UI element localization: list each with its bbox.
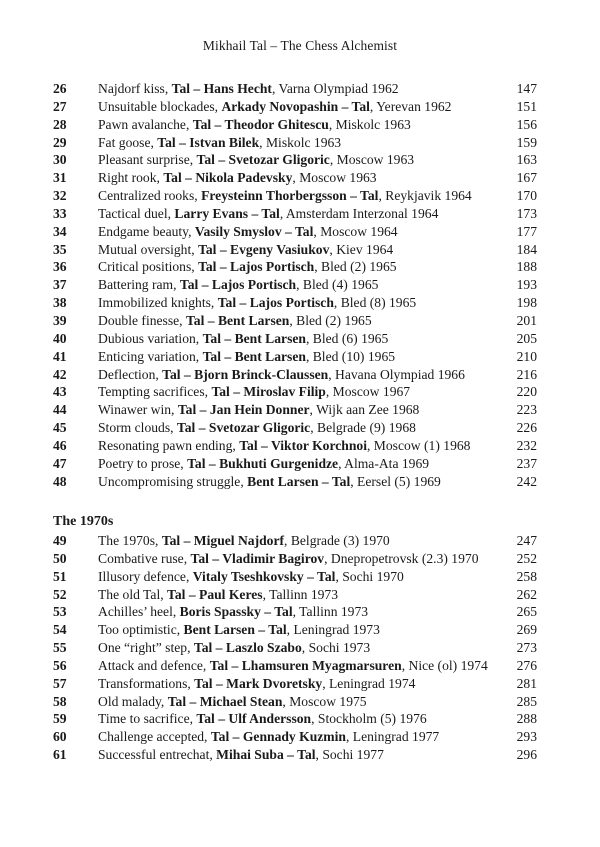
page-number: 198: [516, 295, 537, 311]
game-number: 54: [53, 622, 67, 638]
game-number: 29: [53, 134, 67, 150]
game-title: [98, 223, 398, 241]
page-number: 151: [516, 98, 537, 114]
game-theme: Old malady,: [98, 693, 168, 709]
game-event: , Alma-Ata 1969: [338, 455, 430, 471]
toc-list-1960s: [53, 80, 537, 490]
game-number: 45: [53, 420, 67, 436]
toc-entry: [53, 532, 537, 550]
game-players: Tal – Mark Dvoretsky: [194, 675, 323, 691]
page-number: 201: [516, 312, 537, 328]
page-number: 269: [516, 622, 537, 638]
game-number: 61: [53, 747, 67, 763]
game-event: , Tallinn 1973: [292, 604, 369, 620]
game-event: , Bled (6) 1965: [305, 330, 389, 346]
toc-entry: [53, 151, 537, 169]
page-number: 188: [516, 259, 537, 275]
toc-entry: [53, 639, 537, 657]
game-title: [98, 455, 429, 473]
toc-entry: [53, 383, 537, 401]
game-number: 46: [53, 437, 67, 453]
game-event: , Bled (2) 1965: [314, 259, 397, 275]
game-players: Tal – Bent Larsen: [202, 330, 306, 346]
game-event: , Leningrad 1973: [286, 622, 380, 638]
game-number: 26: [53, 81, 67, 96]
game-players: Tal – Viktor Korchnoi: [239, 437, 367, 453]
game-event: , Eersel (5) 1969: [350, 473, 441, 489]
game-number: 56: [53, 657, 67, 673]
game-title: [98, 366, 465, 384]
game-theme: Centralized rooks,: [98, 188, 202, 204]
game-title: [98, 134, 341, 152]
game-title: [98, 276, 378, 294]
game-players: Tal – Lajos Portisch: [198, 259, 315, 275]
page-number: 147: [516, 81, 537, 96]
toc-entry: [53, 80, 537, 98]
game-theme: Mutual oversight,: [98, 241, 199, 257]
game-players: Tal – Jan Hein Donner: [177, 402, 310, 418]
game-number: 49: [53, 533, 67, 548]
game-title: [98, 639, 370, 657]
page-number: 167: [516, 170, 537, 186]
page-number: 177: [516, 223, 537, 239]
game-players: Tal – Evgeny Vasiukov: [198, 241, 330, 257]
game-theme: Endgame beauty,: [98, 223, 195, 239]
toc-entry: [53, 134, 537, 152]
game-players: Tal – Paul Keres: [167, 586, 263, 602]
game-players: Tal – Lajos Portisch: [217, 295, 334, 311]
game-theme: Enticing variation,: [98, 348, 203, 364]
game-event: , Belgrade (3) 1970: [284, 533, 390, 548]
page-number: 226: [516, 420, 537, 436]
game-players: Bent Larsen – Tal: [247, 473, 351, 489]
game-players: Tal – Bent Larsen: [202, 348, 306, 364]
page-number: 288: [516, 711, 537, 727]
game-event: , Stockholm (5) 1976: [311, 711, 427, 727]
game-event: , Dnepropetrovsk (2.3) 1970: [324, 550, 479, 566]
game-event: , Moscow (1) 1968: [367, 437, 471, 453]
game-players: Tal – Laszlo Szabo: [193, 640, 302, 656]
toc-entry: [53, 98, 537, 116]
game-players: Tal – Vladimir Bagirov: [190, 550, 325, 566]
game-number: 27: [53, 98, 67, 114]
game-title: [98, 205, 438, 223]
game-players: Mihai Suba – Tal: [216, 747, 316, 763]
game-number: 31: [53, 170, 67, 186]
game-title: [98, 746, 384, 764]
game-title: [98, 98, 451, 116]
game-number: 42: [53, 366, 67, 382]
toc-entry: [53, 241, 537, 259]
toc-entry: [53, 348, 537, 366]
toc-entry: [53, 746, 537, 764]
game-title: [98, 710, 427, 728]
game-number: 40: [53, 330, 67, 346]
page-number: 232: [516, 437, 537, 453]
game-title: [98, 473, 441, 491]
toc-entry: [53, 437, 537, 455]
game-title: [98, 151, 414, 169]
toc-entry: [53, 568, 537, 586]
game-players: Boris Spassky – Tal: [179, 604, 293, 620]
page-number: 262: [516, 586, 537, 602]
toc-entry: [53, 205, 537, 223]
page-number: 293: [516, 729, 537, 745]
game-theme: Attack and defence,: [98, 657, 210, 673]
game-event: , Miskolc 1963: [328, 116, 411, 132]
game-event: , Havana Olympiad 1966: [328, 366, 465, 382]
game-theme: Deflection,: [98, 366, 163, 382]
game-number: 37: [53, 277, 67, 293]
game-title: [98, 348, 395, 366]
game-event: , Reykjavik 1964: [378, 188, 472, 204]
toc-entry: [53, 419, 537, 437]
game-event: , Bled (2) 1965: [289, 312, 372, 328]
game-title: [98, 728, 439, 746]
game-number: 53: [53, 604, 67, 620]
toc-entry: [53, 675, 537, 693]
game-players: Tal – Istvan Bilek: [157, 134, 260, 150]
game-theme: Right rook,: [98, 170, 164, 186]
game-title: [98, 532, 390, 550]
game-number: 39: [53, 312, 67, 328]
game-event: , Leningrad 1974: [322, 675, 416, 691]
page-number: 210: [516, 348, 537, 364]
game-players: Tal – Bjorn Brinck-Claussen: [162, 366, 329, 382]
game-number: 59: [53, 711, 67, 727]
game-event: , Wijk aan Zee 1968: [309, 402, 420, 418]
game-title: [98, 258, 397, 276]
game-theme: Dubious variation,: [98, 330, 203, 346]
game-title: [98, 187, 472, 205]
game-players: Tal – Lhamsuren Myagmarsuren: [209, 657, 402, 673]
game-event: , Bled (10) 1965: [305, 348, 396, 364]
toc-entry: [53, 366, 537, 384]
game-number: 52: [53, 586, 67, 602]
toc-entry: [53, 550, 537, 568]
page-number: 173: [516, 205, 537, 221]
game-players: Larry Evans – Tal: [174, 205, 280, 221]
game-event: , Nice (ol) 1974: [401, 657, 488, 673]
game-players: Vitaly Tseshkovsky – Tal: [192, 568, 336, 584]
toc-entry: [53, 258, 537, 276]
game-number: 30: [53, 152, 67, 168]
page-number: 223: [516, 402, 537, 418]
page-number: 265: [516, 604, 537, 620]
game-players: Tal – Bukhuti Gurgenidze: [187, 455, 339, 471]
page-number: 163: [516, 152, 537, 168]
page-number: 216: [516, 366, 537, 382]
game-number: 48: [53, 473, 67, 489]
game-event: , Moscow 1964: [313, 223, 398, 239]
page-number: 285: [516, 693, 537, 709]
game-number: 50: [53, 550, 67, 566]
game-title: [98, 693, 367, 711]
game-number: 55: [53, 640, 67, 656]
game-event: , Yerevan 1962: [369, 98, 452, 114]
game-theme: Uncompromising struggle,: [98, 473, 248, 489]
running-head: Mikhail Tal – The Chess Alchemist: [202, 38, 398, 53]
game-players: Tal – Svetozar Gligoric: [176, 420, 311, 436]
toc-entry: [53, 187, 537, 205]
game-title: [98, 401, 419, 419]
page-number: 220: [516, 384, 537, 400]
game-number: 34: [53, 223, 67, 239]
game-players: Tal – Ulf Andersson: [196, 711, 312, 727]
toc-entry: [53, 276, 537, 294]
game-title: [98, 603, 368, 621]
toc-entry: [53, 312, 537, 330]
toc-entry: [53, 710, 537, 728]
game-theme: Illusory defence,: [98, 568, 193, 584]
page-number: 296: [516, 747, 537, 763]
toc-entry: [53, 621, 537, 639]
toc-entry: [53, 455, 537, 473]
game-theme: Tempting sacrifices,: [98, 384, 212, 400]
game-event: , Varna Olympiad 1962: [271, 81, 399, 96]
game-event: , Sochi 1973: [301, 640, 371, 656]
page-number: 273: [516, 640, 537, 656]
game-title: [98, 383, 410, 401]
game-number: 60: [53, 729, 67, 745]
page-number: 237: [516, 455, 537, 471]
game-players: Freysteinn Thorbergsson – Tal: [201, 188, 379, 204]
game-title: [98, 419, 416, 437]
game-title: [98, 621, 380, 639]
page-number: 170: [516, 188, 537, 204]
page-number: 242: [516, 473, 537, 489]
game-players: Tal – Lajos Portisch: [179, 277, 297, 293]
game-players: Tal – Nikola Padevsky: [163, 170, 293, 186]
game-event: , Amsterdam Interzonal 1964: [279, 205, 439, 221]
game-players: Tal – Miguel Najdorf: [161, 533, 285, 548]
game-event: , Bled (4) 1965: [296, 277, 379, 293]
toc-entry: [53, 223, 537, 241]
game-theme: The 1970s,: [98, 533, 162, 548]
game-theme: Critical positions,: [98, 259, 199, 275]
game-theme: Too optimistic,: [98, 622, 184, 638]
game-number: 32: [53, 188, 67, 204]
game-number: 28: [53, 116, 67, 132]
section-heading: The 1970s: [53, 514, 114, 529]
game-theme: Achilles’ heel,: [98, 604, 180, 620]
game-players: Arkady Novopashin – Tal: [221, 98, 370, 114]
game-event: , Tallinn 1973: [262, 586, 339, 602]
game-title: [98, 241, 393, 259]
game-players: Tal – Theodor Ghitescu: [192, 116, 329, 132]
game-event: , Sochi 1970: [335, 568, 404, 584]
game-theme: Time to sacrifice,: [98, 711, 197, 727]
toc-entry: [53, 603, 537, 621]
game-number: 38: [53, 295, 67, 311]
page-number: 252: [516, 550, 537, 566]
page-number: 247: [516, 533, 537, 548]
toc-list-1970s: [53, 532, 537, 764]
game-event: , Moscow 1963: [329, 152, 415, 168]
game-event: , Belgrade (9) 1968: [310, 420, 416, 436]
toc-entry: [53, 401, 537, 419]
game-players: Tal – Gennady Kuzmin: [210, 729, 346, 745]
game-title: [98, 330, 388, 348]
toc-entry: [53, 294, 537, 312]
game-theme: Transformations,: [98, 675, 195, 691]
toc-entry: [53, 586, 537, 604]
game-theme: Battering ram,: [98, 277, 180, 293]
game-theme: Resonating pawn ending,: [98, 437, 240, 453]
game-title: [98, 675, 415, 693]
game-theme: Tactical duel,: [98, 205, 175, 221]
page-number: 258: [516, 568, 537, 584]
page-number: 156: [516, 116, 537, 132]
toc-entry: [53, 473, 537, 491]
game-theme: Challenge accepted,: [98, 729, 211, 745]
game-theme: One “right” step,: [98, 640, 194, 656]
game-title: [98, 586, 338, 604]
game-number: 36: [53, 259, 67, 275]
game-players: Vasily Smyslov – Tal: [194, 223, 314, 239]
page-number: 193: [516, 277, 537, 293]
game-title: [98, 568, 404, 586]
game-event: , Sochi 1977: [315, 747, 384, 763]
game-title: [98, 550, 479, 568]
game-theme: Najdorf kiss,: [98, 81, 172, 96]
game-theme: The old Tal,: [98, 586, 168, 602]
game-number: 41: [53, 348, 67, 364]
game-theme: Pawn avalanche,: [98, 116, 193, 132]
page-number: 205: [516, 330, 537, 346]
game-players: Tal – Michael Stean: [167, 693, 283, 709]
game-event: , Miskolc 1963: [259, 134, 342, 150]
game-title: [98, 116, 411, 134]
game-theme: Poetry to prose,: [98, 455, 188, 471]
game-number: 51: [53, 568, 67, 584]
game-theme: Pleasant surprise,: [98, 152, 197, 168]
game-title: [98, 437, 470, 455]
page-number: 159: [516, 134, 537, 150]
game-number: 58: [53, 693, 67, 709]
game-event: , Moscow 1967: [325, 384, 411, 400]
page-number: 281: [516, 675, 537, 691]
game-players: Tal – Miroslav Filip: [211, 384, 326, 400]
toc-entry: [53, 169, 537, 187]
game-number: 57: [53, 675, 67, 691]
game-players: Tal – Hans Hecht: [171, 81, 272, 96]
game-players: Tal – Svetozar Gligoric: [196, 152, 330, 168]
game-title: [98, 294, 416, 312]
game-title: [98, 80, 399, 98]
game-number: 33: [53, 205, 67, 221]
page-number: 276: [516, 657, 537, 673]
game-number: 43: [53, 384, 67, 400]
game-event: , Bled (8) 1965: [333, 295, 417, 311]
game-theme: Successful entrechat,: [98, 747, 217, 763]
game-players: Tal – Bent Larsen: [185, 312, 290, 328]
game-event: , Moscow 1963: [292, 170, 377, 186]
game-number: 47: [53, 455, 67, 471]
game-theme: Fat goose,: [98, 134, 158, 150]
toc-entry: [53, 330, 537, 348]
game-players: Bent Larsen – Tal: [183, 622, 287, 638]
toc-entry: [53, 657, 537, 675]
toc-entry: [53, 116, 537, 134]
game-event: , Kiev 1964: [329, 241, 394, 257]
page-number: 184: [516, 241, 537, 257]
game-number: 44: [53, 402, 67, 418]
game-theme: Storm clouds,: [98, 420, 177, 436]
game-event: , Leningrad 1977: [345, 729, 440, 745]
game-theme: Unsuitable blockades,: [98, 98, 222, 114]
game-title: [98, 657, 488, 675]
game-title: [98, 169, 377, 187]
toc-entry: [53, 693, 537, 711]
game-theme: Winawer win,: [98, 402, 178, 418]
toc-entry: [53, 728, 537, 746]
game-event: , Moscow 1975: [282, 693, 367, 709]
game-title: [98, 312, 372, 330]
game-theme: Combative ruse,: [98, 550, 191, 566]
game-number: 35: [53, 241, 67, 257]
game-theme: Double finesse,: [98, 312, 186, 328]
game-theme: Immobilized knights,: [98, 295, 218, 311]
